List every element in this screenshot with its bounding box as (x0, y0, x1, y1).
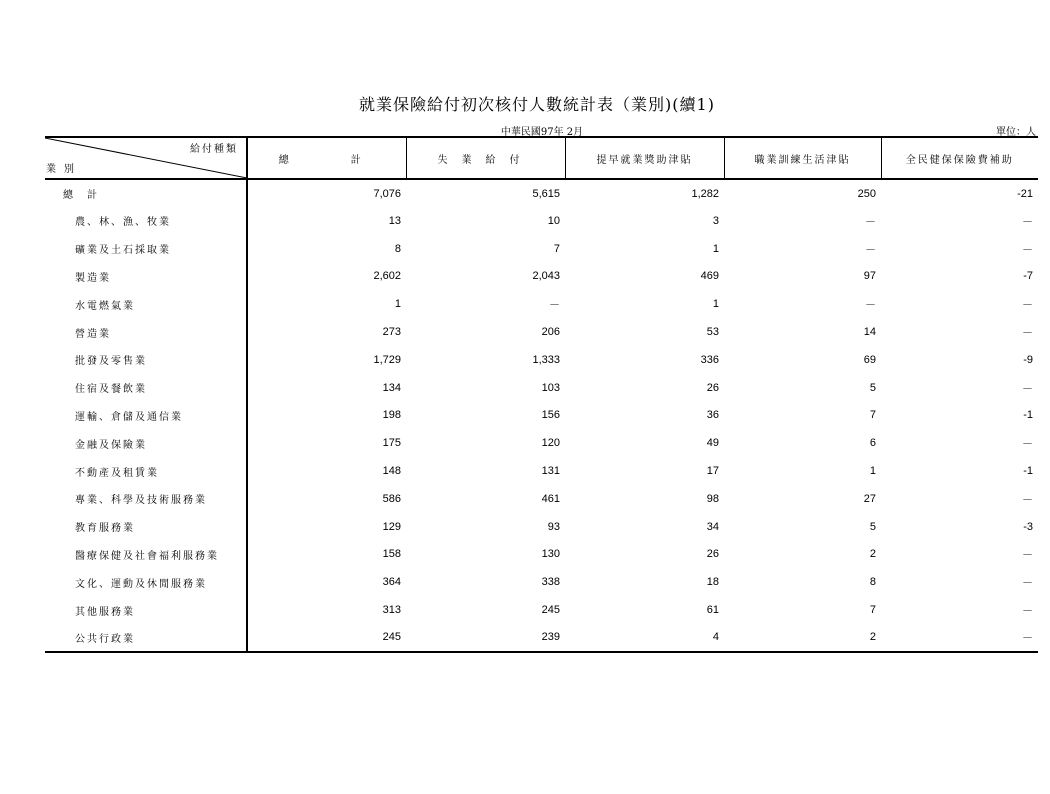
header-row (45, 137, 1038, 179)
column-header-early-reemployment: 提早就業獎助津貼 (565, 137, 724, 179)
table-cell: 49 (706, 437, 719, 450)
row-label: 礦業及土石採取業 (45, 235, 247, 263)
table-cell: 5,615 (532, 187, 560, 200)
table-cell: 14 (863, 326, 876, 339)
table-cell: 3 (712, 214, 719, 227)
table-cell: 198 (382, 409, 401, 422)
statistics-table (45, 136, 1038, 653)
table-row (45, 318, 1038, 346)
table-cell: 103 (541, 381, 560, 394)
table-cell: 18 (706, 576, 719, 589)
table-cell: 120 (541, 437, 560, 450)
table-cell: － (1022, 243, 1033, 256)
table-cell: -1 (1023, 409, 1033, 422)
table-cell: 7 (869, 409, 876, 422)
table-cell: 98 (706, 492, 719, 505)
table-cell: － (549, 299, 560, 312)
table-row (45, 485, 1038, 513)
row-label: 運輸、倉儲及通信業 (45, 402, 247, 430)
corner-top-label: 給付種類 (190, 144, 238, 155)
table-cell: 1 (712, 242, 719, 255)
table-cell: 469 (700, 270, 719, 283)
table-cell: 364 (382, 576, 401, 589)
unit-label: 單位：人 (996, 127, 1036, 138)
table-cell: 156 (541, 409, 560, 422)
table-cell: 2,043 (532, 270, 560, 283)
column-header-vocational-training: 職業訓練生活津貼 (724, 137, 881, 179)
table-cell: 7,076 (373, 187, 401, 200)
table-cell: － (865, 299, 876, 312)
row-label: 農、林、漁、牧業 (45, 207, 247, 235)
row-label: 不動產及租賃業 (45, 457, 247, 485)
table-cell: 27 (863, 492, 876, 505)
column-header-health-insurance: 全民健保保險費補助 (881, 137, 1038, 179)
table-row (45, 513, 1038, 541)
table-cell: 130 (541, 548, 560, 561)
row-label: 公共行政業 (45, 624, 247, 652)
table-cell: － (1022, 577, 1033, 590)
table-cell: 313 (382, 604, 401, 617)
table-cell: 245 (247, 624, 406, 652)
table-cell: － (1022, 549, 1033, 562)
table-row (45, 179, 1038, 207)
table-cell: 97 (863, 270, 876, 283)
table-cell: 338 (541, 576, 560, 589)
table-cell: － (1022, 299, 1033, 312)
column-header-unemployment: 失業給付 (406, 137, 565, 179)
table-cell: 250 (857, 187, 876, 200)
table-cell: 5 (869, 381, 876, 394)
table-cell: － (1022, 438, 1033, 451)
table-cell: 1,282 (691, 187, 719, 200)
table-row (45, 568, 1038, 596)
table-cell: 129 (382, 520, 401, 533)
table-cell: 69 (863, 353, 876, 366)
table-cell: － (1022, 493, 1033, 506)
table-cell: 1,333 (532, 353, 560, 366)
table-cell: 1 (869, 465, 876, 478)
table-cell: 2 (869, 548, 876, 561)
column-header-total: 總 計 (247, 137, 406, 179)
table-cell: 4 (565, 624, 724, 652)
table-cell: － (1022, 215, 1033, 228)
row-label: 金融及保險業 (45, 429, 247, 457)
table-cell: 34 (706, 520, 719, 533)
row-label: 水電燃氣業 (45, 290, 247, 318)
table-cell: 7 (869, 604, 876, 617)
table-cell: 131 (541, 465, 560, 478)
table-row (45, 541, 1038, 569)
table-cell: 61 (706, 604, 719, 617)
table-cell: 1 (394, 298, 401, 311)
table-cell: 5 (869, 520, 876, 533)
table-row (45, 429, 1038, 457)
table-row (45, 457, 1038, 485)
table-cell: 336 (700, 353, 719, 366)
table-row (45, 346, 1038, 374)
table-cell: -1 (1023, 465, 1033, 478)
table-cell: － (1022, 382, 1033, 395)
table-row (45, 624, 1038, 652)
row-label: 批發及零售業 (45, 346, 247, 374)
table-cell: 8 (869, 576, 876, 589)
row-label: 營造業 (45, 318, 247, 346)
table-cell: 239 (406, 624, 565, 652)
table-cell: － (1022, 327, 1033, 340)
table-cell: -3 (1023, 520, 1033, 533)
table-cell: 13 (388, 214, 401, 227)
table-cell: 7 (553, 242, 560, 255)
table-cell: -21 (1017, 187, 1033, 200)
table-row (45, 290, 1038, 318)
corner-bottom-label: 業別 (46, 164, 82, 175)
table-cell: － (881, 624, 1038, 652)
corner-header (45, 137, 247, 179)
row-label: 住宿及餐飲業 (45, 374, 247, 402)
table-title: 就業保險給付初次核付人數統計表（業別)(續1) (359, 95, 715, 114)
table-cell: － (865, 215, 876, 228)
table-cell: － (1022, 605, 1033, 618)
table-cell: 2,602 (373, 270, 401, 283)
table-cell: -7 (1023, 270, 1033, 283)
table-cell: 158 (382, 548, 401, 561)
table-cell: 36 (706, 409, 719, 422)
table-cell: 175 (382, 437, 401, 450)
row-label: 其他服務業 (45, 596, 247, 624)
table-cell: 53 (706, 326, 719, 339)
table-cell: 461 (541, 492, 560, 505)
table-row (45, 596, 1038, 624)
row-label: 教育服務業 (45, 513, 247, 541)
row-label: 文化、運動及休閒服務業 (45, 568, 247, 596)
table-row (45, 402, 1038, 430)
table-row (45, 374, 1038, 402)
table-cell: 134 (382, 381, 401, 394)
report-date: 中華民國97年 2月 (500, 127, 584, 138)
table-row (45, 207, 1038, 235)
table-cell: 17 (706, 465, 719, 478)
table-cell: 148 (382, 465, 401, 478)
table-cell: 26 (706, 548, 719, 561)
table-cell: 26 (706, 381, 719, 394)
table-cell: 2 (724, 624, 881, 652)
row-label: 專業、科學及技術服務業 (45, 485, 247, 513)
table-cell: -9 (1023, 353, 1033, 366)
table-cell: 1 (712, 298, 719, 311)
row-label: 製造業 (45, 263, 247, 291)
table-row (45, 263, 1038, 291)
table-cell: 8 (394, 242, 401, 255)
table-cell: 586 (382, 492, 401, 505)
table-cell: 245 (541, 604, 560, 617)
table-cell: 1,729 (373, 353, 401, 366)
table-cell: 10 (547, 214, 560, 227)
row-label: 總 計 (45, 179, 247, 207)
table-cell: 273 (382, 326, 401, 339)
table-cell: 206 (541, 326, 560, 339)
table-cell: 6 (869, 437, 876, 450)
table-row (45, 235, 1038, 263)
table-cell: 93 (547, 520, 560, 533)
table-cell: － (865, 243, 876, 256)
row-label: 醫療保健及社會福利服務業 (45, 541, 247, 569)
